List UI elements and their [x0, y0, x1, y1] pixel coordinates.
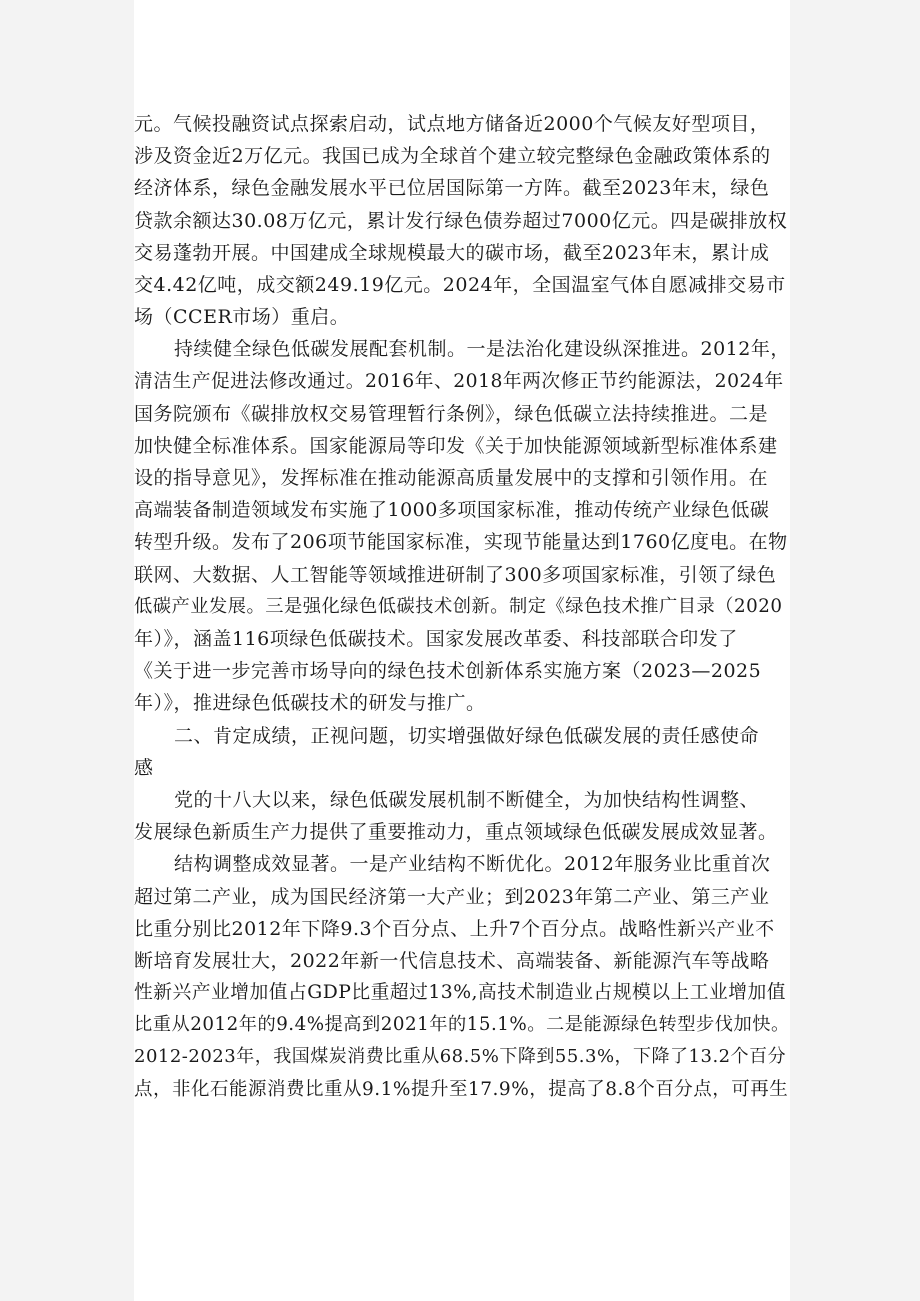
text-line: 性新兴产业增加值占GDP比重超过13%,高技术制造业占规模以上工业增加值: [134, 982, 787, 1004]
document-page: [134, 0, 790, 1301]
text-line: 比重分别比2012年下降9.3个百分点、上升7个百分点。战略性新兴产业不: [134, 917, 775, 940]
text-line: 超过第二产业，成为国民经济第一大产业；到2023年第二产业、第三产业: [134, 885, 770, 908]
text-line: 设的指导意见》，发挥标准在推动能源高质量发展中的支撑和引领作用。在: [134, 467, 769, 490]
text-line: 感: [134, 756, 154, 779]
text-line: 结构调整成效显著。一是产业结构不断优化。2012年服务业比重首次: [174, 853, 771, 876]
text-line: 年）》，涵盖116项绿色低碳技术。国家发展改革委、科技部联合印发了: [134, 628, 738, 650]
text-line: 比重从2012年的9.4%提高到2021年的15.1%。二是能源绿色转型步伐加快。: [134, 1014, 790, 1036]
text-line: 交4.42亿吨，成交额249.19亿元。2024年，全国温室气体自愿减排交易市: [134, 273, 786, 296]
text-line: 贷款余额达30.08万亿元，累计发行绿色债券超过7000亿元。四是碳排放权: [134, 209, 788, 232]
text-line: 二、肯定成绩，正视问题，切实增强做好绿色低碳发展的责任感使命: [174, 724, 760, 747]
text-line: 年）》，推进绿色低碳技术的研发与推广。: [134, 692, 486, 715]
text-line: 清洁生产促进法修改通过。2016年、2018年两次修正节约能源法，2024年: [134, 370, 784, 392]
text-line: 场（CCER市场）重启。: [134, 306, 350, 329]
text-line: 发展绿色新质生产力提供了重要推动力，重点领域绿色低碳发展成效显著。: [134, 821, 778, 844]
text-line: 交易蓬勃开展。中国建成全球规模最大的碳市场，截至2023年末，累计成: [134, 241, 770, 264]
text-line: 2012-2023年，我国煤炭消费比重从68.5%下降到55.3%，下降了13.2个百分: [134, 1046, 787, 1068]
text-line: 国务院颁布《碳排放权交易管理暂行条例》，绿色低碳立法持续推进。二是: [134, 402, 769, 425]
text-line: 低碳产业发展。三是强化绿色低碳技术创新。制定《绿色技术推广目录（2020: [134, 595, 783, 617]
text-line: 元。气候投融资试点探索启动，试点地方储备近2000个气候友好型项目，: [134, 113, 770, 135]
text-line: 《关于进一步完善市场导向的绿色技术创新体系实施方案（2023—2025: [134, 660, 762, 683]
text-line: 断培育发展壮大，2022年新一代信息技术、高端装备、新能源汽车等战略: [134, 949, 770, 972]
text-line: 经济体系，绿色金融发展水平已位居国际第一方阵。截至2023年末，绿色: [134, 177, 770, 200]
text-line: 转型升级。发布了206项节能国家标准，实现节能量达到1760亿度电。在物: [134, 531, 788, 554]
text-line: 涉及资金近2万亿元。我国已成为全球首个建立较完整绿色金融政策体系的: [134, 145, 771, 168]
document-body: [134, 108, 790, 1106]
text-line: 加快健全标准体系。国家能源局等印发《关于加快能源领域新型标准体系建: [134, 434, 778, 457]
text-line: 高端装备制造领域发布实施了1000多项国家标准，推动传统产业绿色低碳: [134, 499, 770, 522]
text-line: 点，非化石能源消费比重从9.1%提升至17.9%，提高了8.8个百分点，可再生: [134, 1078, 789, 1100]
text-line: 持续健全绿色低碳发展配套机制。一是法治化建设纵深推进。2012年，: [174, 338, 790, 361]
text-line: 党的十八大以来，绿色低碳发展机制不断健全，为加快结构性调整、: [174, 788, 760, 811]
text-line: 联网、大数据、人工智能等领域推进研制了300多项国家标准，引领了绿色: [134, 563, 777, 586]
